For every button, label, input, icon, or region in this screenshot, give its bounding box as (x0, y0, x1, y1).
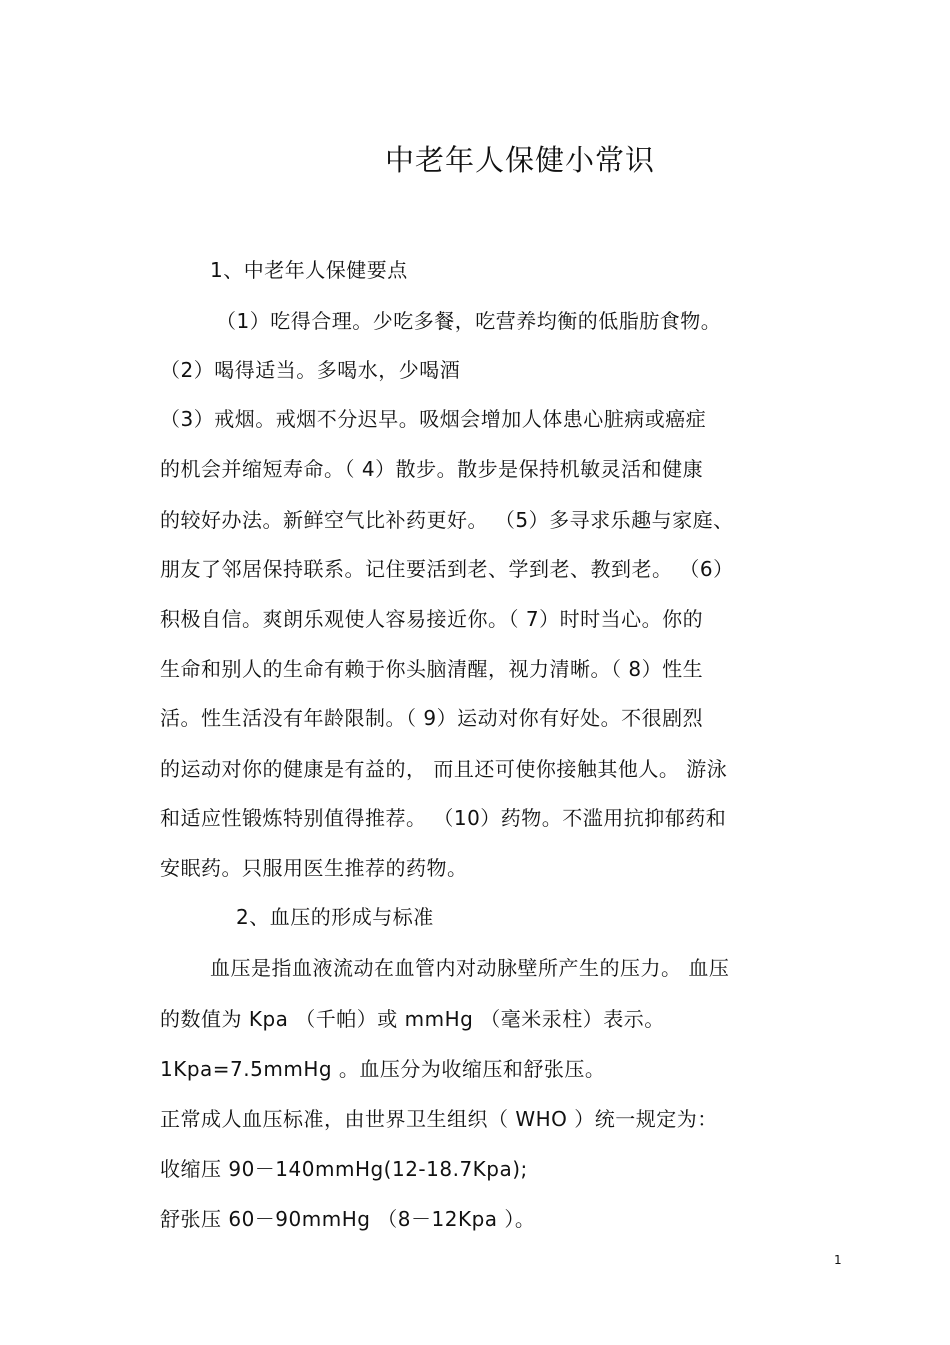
paragraph-line: （3）戒烟。戒烟不分迟早。吸烟会增加人体患心脏病或癌症 (160, 407, 707, 431)
paragraph-line: 舒张压 60－90mmHg （8－12Kpa ）。 (160, 1207, 536, 1231)
paragraph-line: 和适应性锻炼特别值得推荐。 （10）药物。不滥用抗抑郁药和 (160, 806, 727, 830)
paragraph-line: 的运动对你的健康是有益的， 而且还可使你接触其他人。 游泳 (160, 757, 728, 781)
paragraph-line: 收缩压 90－140mmHg(12-18.7Kpa); (160, 1157, 528, 1181)
paragraph-line: 血压是指血液流动在血管内对动脉壁所产生的压力。 血压 (210, 956, 730, 980)
paragraph-line: （1）吃得合理。少吃多餐，吃营养均衡的低脂肪食物。 (216, 309, 722, 333)
paragraph-line: 的较好办法。新鲜空气比补药更好。 （5）多寻求乐趣与家庭、 (160, 508, 734, 532)
paragraph-line: 积极自信。爽朗乐观使人容易接近你。（ 7）时时当心。你的 (160, 607, 704, 631)
paragraph-line: 安眠药。只服用医生推荐的药物。 (160, 856, 468, 880)
paragraph-line: 活。性生活没有年龄限制。（ 9）运动对你有好处。不很剧烈 (160, 706, 704, 730)
paragraph-line: 朋友了邻居保持联系。记住要活到老、学到老、教到老。 （6） (160, 557, 734, 581)
paragraph-line: 生命和别人的生命有赖于你头脑清醒，视力清晰。（ 8）性生 (160, 657, 704, 681)
paragraph-line: 的机会并缩短寿命。（ 4）散步。散步是保持机敏灵活和健康 (160, 457, 704, 481)
page-number: 1 (834, 1253, 842, 1267)
paragraph-line: 的数值为 Kpa （千帕）或 mmHg （毫米汞柱）表示。 (160, 1007, 665, 1031)
document-title: 中老年人保健小常识 (384, 143, 655, 177)
paragraph-line: 正常成人血压标准，由世界卫生组织（ WHO ）统一规定为： (160, 1107, 718, 1131)
section-heading-1: 1、中老年人保健要点 (210, 258, 408, 282)
paragraph-line: （2）喝得适当。多喝水，少喝酒 (160, 358, 461, 382)
section-heading-2: 2、血压的形成与标准 (236, 905, 434, 929)
paragraph-line: 1Kpa=7.5mmHg 。血压分为收缩压和舒张压。 (160, 1057, 606, 1081)
